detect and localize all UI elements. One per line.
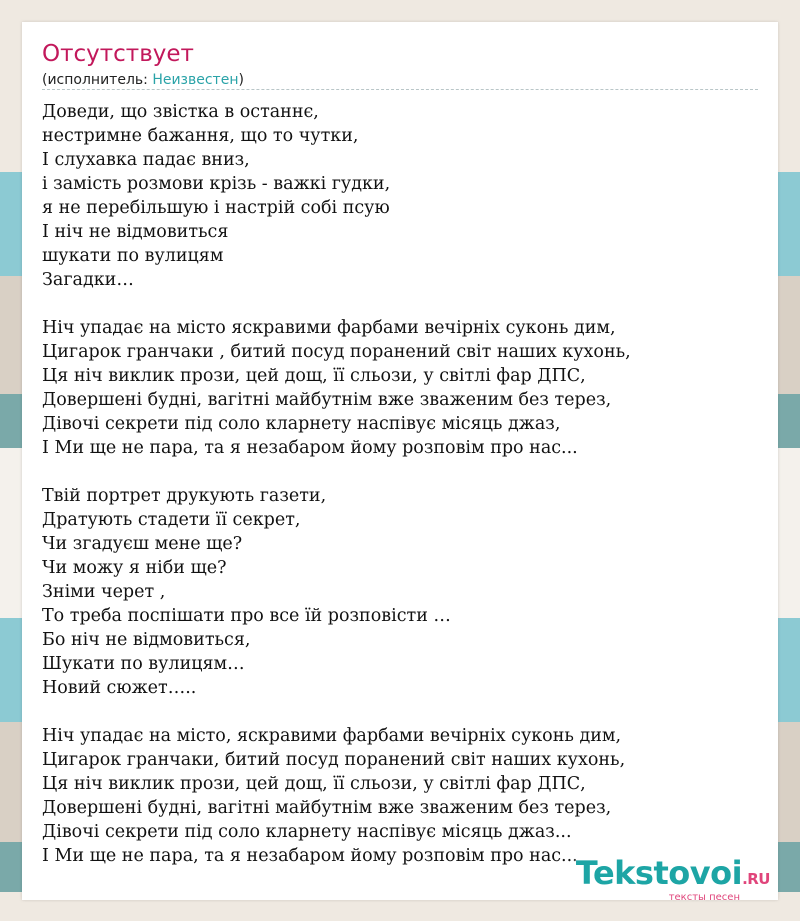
- logo-suffix: .RU: [742, 870, 770, 888]
- artist-link[interactable]: Неизвестен: [152, 72, 239, 88]
- lyrics-line: Чи можу я ніби ще?: [42, 558, 227, 578]
- lyrics-line: Цигарок гранчаки , битий посуд поранений світ наших кухонь,: [42, 342, 631, 362]
- logo-main-text: Tekstovoi: [575, 854, 743, 892]
- lyrics-stanza: [42, 724, 758, 868]
- song-title: Отсутствует: [42, 41, 194, 67]
- lyrics-line: Ця ніч виклик прози, цей дощ, її сльози, у світлі фар ДПС,: [42, 366, 586, 386]
- logo-tagline: тексты песен: [668, 892, 740, 903]
- lyrics-line: Зніми черет ,: [42, 582, 166, 602]
- lyrics-stanza: [42, 316, 758, 460]
- site-logo[interactable]: [576, 856, 770, 903]
- lyrics-line: Довершені будні, вагітні майбутнім вже зваженим без терез,: [42, 798, 612, 818]
- lyrics-line: і замість розмови крізь - важкі гудки,: [42, 174, 391, 194]
- lyrics-line: Бо ніч не відмовиться,: [42, 630, 251, 650]
- lyrics-line: І Ми ще не пара, та я незабаром йому розповім про нас...: [42, 846, 578, 866]
- lyrics-line: Ніч упадає на місто яскравими фарбами вечірніх суконь дим,: [42, 318, 616, 338]
- lyrics-line: я не перебільшую і настрій собі псую: [42, 198, 390, 218]
- lyrics-line: То треба поспішати про все їй розповісти …: [42, 606, 451, 626]
- title-divider: [42, 89, 758, 90]
- artist-suffix: ): [238, 72, 244, 88]
- lyrics-stanza: [42, 484, 758, 700]
- lyrics-line: Ця ніч виклик прози, цей дощ, її сльози, у світлі фар ДПС,: [42, 774, 586, 794]
- lyrics-line: шукати по вулицям: [42, 246, 224, 266]
- lyrics-line: Чи згадуєш мене ще?: [42, 534, 243, 554]
- lyrics-line: Цигарок гранчаки, битий посуд поранений світ наших кухонь,: [42, 750, 626, 770]
- lyrics-line: Дівочі секрети під соло кларнету наспівує місяць джаз,: [42, 414, 561, 434]
- lyrics-line: Шукати по вулицям…: [42, 654, 245, 674]
- lyrics-line: Ніч упадає на місто, яскравими фарбами вечірніх суконь дим,: [42, 726, 622, 746]
- lyrics-line: Доведи, що звістка в останнє,: [42, 102, 319, 122]
- lyrics-line: Дратують стадети її секрет,: [42, 510, 301, 530]
- lyrics-line: І ніч не відмовиться: [42, 222, 229, 242]
- lyrics-line: Дівочі секрети під соло кларнету наспівує місяць джаз...: [42, 822, 572, 842]
- artist-prefix: (исполнитель:: [42, 72, 153, 88]
- artist-line: [42, 72, 244, 88]
- lyrics-text: [42, 100, 758, 892]
- lyrics-line: Новий сюжет…..: [42, 678, 197, 698]
- lyrics-sheet: [22, 22, 778, 900]
- lyrics-line: Довершені будні, вагітні майбутнім вже зваженим без терез,: [42, 390, 612, 410]
- lyrics-line: І Ми ще не пара, та я незабаром йому розповім про нас...: [42, 438, 578, 458]
- lyrics-line: І слухавка падає вниз,: [42, 150, 250, 170]
- lyrics-line: Твій портрет друкують газети,: [42, 486, 327, 506]
- lyrics-line: Загадки…: [42, 270, 134, 290]
- lyrics-stanza: [42, 100, 758, 292]
- logo-wordmark: [576, 856, 770, 896]
- lyrics-line: нестримне бажання, що то чутки,: [42, 126, 359, 146]
